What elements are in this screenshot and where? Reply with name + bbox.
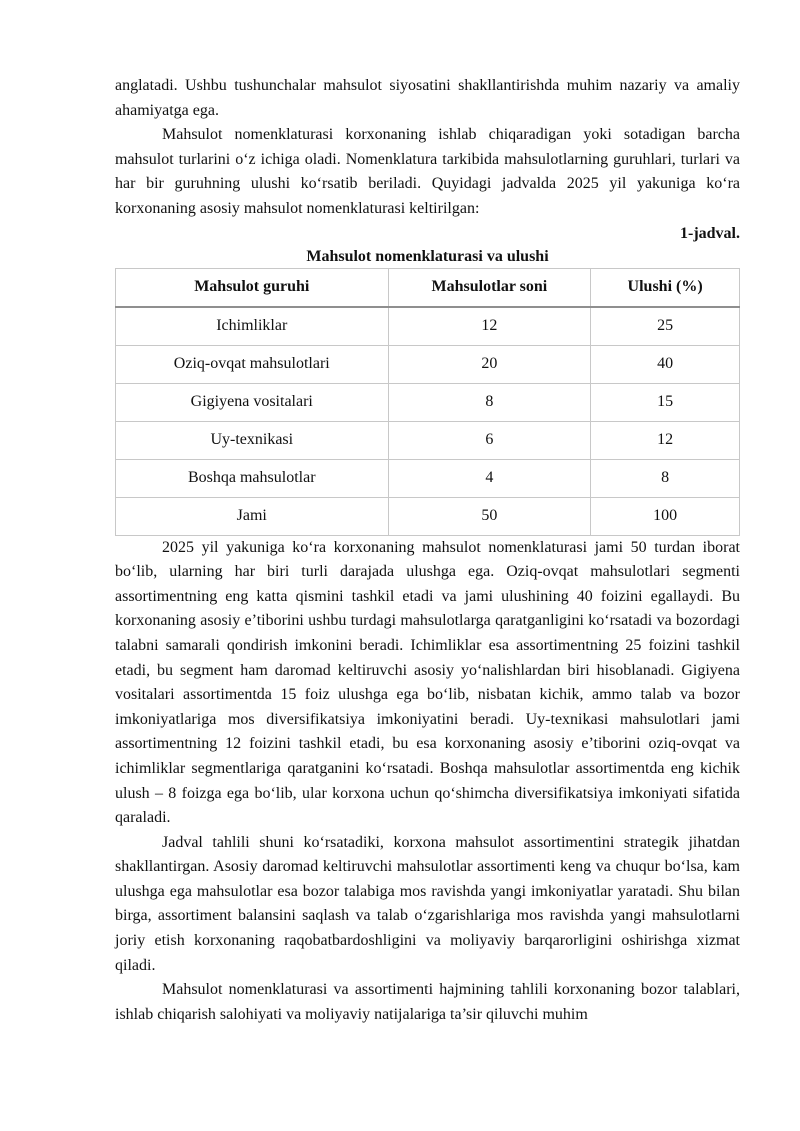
cell-share: 100 (591, 497, 740, 535)
paragraph-table-analysis: Jadval tahlili shuni koʻrsatadiki, korxona mahsulot assortimentini strategik jihatdan shakllantirgan. Asosiy daromad keltiruvchi mahsulotlar assortimenti keng va chuqur boʻlsa, kam ulushga ega mahsulotlar esa bozor talabiga mos ravishda yangi imkoniyatlar yaratadi. Shu bilan birga, assortiment balansini saqlash va talab oʻzgarishlariga mos ravishda yangi mahsulotlarni joriy etish korxonaning raqobatbardoshligini va moliyaviy barqarorligini oshirishga xizmat qiladi. (115, 833, 740, 974)
table-row (116, 383, 740, 421)
paragraph-intro-continued: anglatadi. Ushbu tushunchalar mahsulot siyosatini shakllantirishda muhim nazariy va amaliy ahamiyatga ega. (115, 77, 740, 119)
cell-share: 40 (591, 345, 740, 383)
header-product-count: Mahsulotlar soni (388, 268, 591, 307)
table-title: Mahsulot nomenklaturasi va ulushi (306, 247, 549, 265)
cell-group: Jami (116, 497, 389, 535)
cell-count: 6 (388, 421, 591, 459)
cell-group: Ichimliklar (116, 307, 389, 346)
paragraph-nomenclature: Mahsulot nomenklaturasi korxonaning ishlab chiqaradigan yoki sotadigan barcha mahsulot turlarini oʻz ichiga oladi. Nomenklatura tarkibida mahsulotlarning guruhlari, turlari va har bir guruhning ulushi koʻrsatib beriladi. Quyidagi jadvalda 2025 yil yakuniga koʻra korxonaning asosiy mahsulot nomenklaturasi keltirilgan: (115, 126, 740, 217)
table-header-row (116, 268, 740, 307)
table-row (116, 345, 740, 383)
header-product-group: Mahsulot guruhi (116, 268, 389, 307)
cell-group: Uy-texnikasi (116, 421, 389, 459)
header-share: Ulushi (%) (591, 268, 740, 307)
table-row (116, 421, 740, 459)
cell-group: Boshqa mahsulotlar (116, 459, 389, 497)
table-row (116, 459, 740, 497)
cell-share: 8 (591, 459, 740, 497)
cell-count: 20 (388, 345, 591, 383)
cell-count: 8 (388, 383, 591, 421)
cell-count: 12 (388, 307, 591, 346)
paragraph-conclusion: Mahsulot nomenklaturasi va assortimenti hajmining tahlili korxonaning bozor talablari, ishlab chiqarish salohiyati va moliyaviy natijalariga ta’sir qiluvchi muhim (115, 981, 740, 1023)
document-page (115, 74, 740, 1027)
table-total-row (116, 497, 740, 535)
product-table (115, 268, 740, 536)
cell-share: 12 (591, 421, 740, 459)
cell-share: 25 (591, 307, 740, 346)
cell-share: 15 (591, 383, 740, 421)
cell-count: 50 (388, 497, 591, 535)
table-row (116, 307, 740, 346)
cell-group: Oziq-ovqat mahsulotlari (116, 345, 389, 383)
cell-group: Gigiyena vositalari (116, 383, 389, 421)
cell-count: 4 (388, 459, 591, 497)
paragraph-analysis: 2025 yil yakuniga koʻra korxonaning mahsulot nomenklaturasi jami 50 turdan iborat boʻlib, ularning har biri turli darajada ulushga ega. Oziq-ovqat mahsulotlari segmenti assortimentning eng katta qismini tashkil etadi va jami ulushining 40 foizini egallaydi. Bu korxonaning asosiy e’tiborini ushbu turdagi mahsulotlarga qaratganligini koʻrsatadi va bozordagi talabni samarali qondirish imkonini beradi. Ichimliklar esa assortimentning 25 foizini tashkil etadi, bu segment ham daromad keltiruvchi asosiy yoʻnalishlardan biri hisoblanadi. Gigiyena vositalari assortimentda 15 foiz ulushga ega boʻlib, nisbatan kichik, ammo talab va bozor imkoniyatlariga mos diversifikatsiya imkoniyatini beradi. Uy-texnikasi mahsulotlari jami assortimentning 12 foizini tashkil etadi, bu esa korxonaning asosiy e’tiborini oziq-ovqat va ichimliklar segmentlariga qaratganini koʻrsatadi. Boshqa mahsulotlar assortimentda eng kichik ulush – 8 foizga ega boʻlib, ular korxona uchun qoʻshimcha diversifikatsiya imkoniyati sifatida qaraladi. (115, 538, 740, 827)
table-label: 1-jadval. (680, 224, 740, 242)
